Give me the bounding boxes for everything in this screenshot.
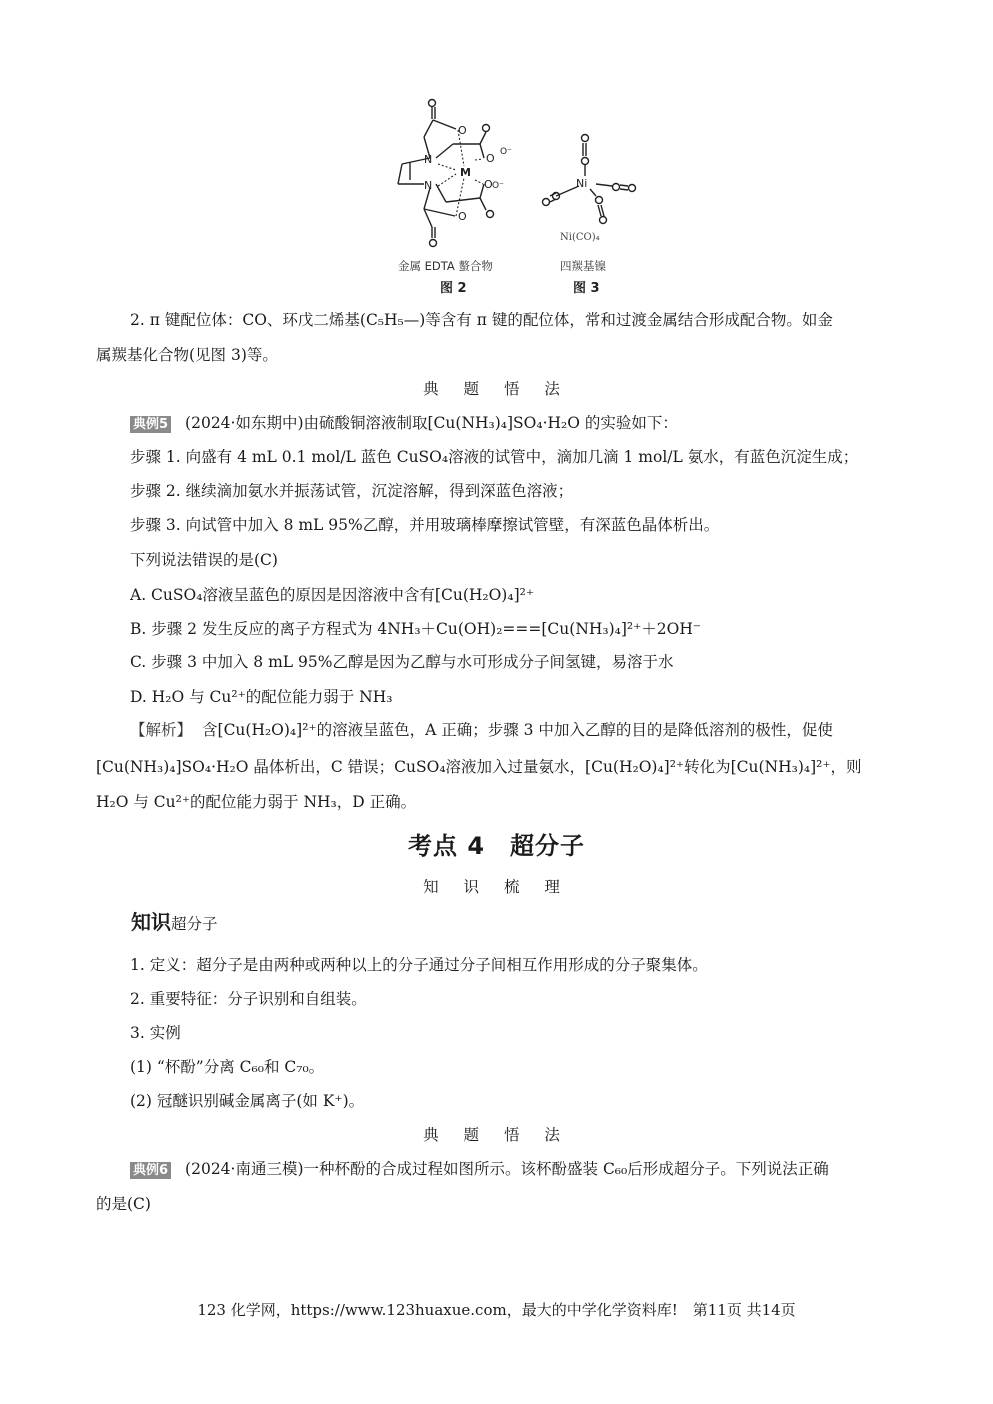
- chemical-structures-figure: [380, 92, 650, 302]
- knowledge-item2: 2. 重要特征：分子识别和自组装。: [130, 990, 367, 1008]
- svg-text:O⁻: O⁻: [500, 147, 512, 157]
- example6-tag: 典例6: [130, 1162, 171, 1179]
- svg-text:O: O: [484, 178, 493, 191]
- knowledge-item1: 1. 定义：超分子是由两种或两种以上的分子通过分子间相互作用形成的分子聚集体。: [130, 956, 708, 974]
- nickel-carbonyl-formula: Ni(CO)₄: [560, 232, 600, 243]
- example5-option-b: B. 步骤 2 发生反应的离子方程式为 4NH₃＋Cu(OH)₂===[Cu(NH₃)₄]²⁺＋2OH⁻: [130, 620, 702, 638]
- edta-atom-labels: [424, 124, 512, 223]
- nickel-carbonyl-structure: [543, 135, 636, 224]
- analysis-line2: [Cu(NH₃)₄]SO₄·H₂O 晶体析出，C 错误；CuSO₄溶液加入过量氨水，[Cu(H₂O)₄]²⁺转化为[Cu(NH₃)₄]²⁺，则: [96, 758, 862, 776]
- pi-ligand-line2: 属羰基化合物(见图 3)等。: [96, 346, 278, 364]
- example5-option-c: C. 步骤 3 中加入 8 mL 95%乙醇是因为乙醇与水可形成分子间氢键，易溶于水: [130, 653, 674, 671]
- section2-heading: 典 题 悟 法: [423, 1126, 570, 1144]
- metal-center-label: M: [460, 166, 471, 179]
- analysis-tag: 【解析】: [130, 721, 193, 739]
- page-footer: 123 化学网，https://www.123huaxue.com，最大的中学化学资料库! 第11页 共14页: [197, 1301, 796, 1319]
- knowledge-item3-2: (2) 冠醚识别碱金属离子(如 K⁺)。: [130, 1092, 365, 1110]
- figure2-label: 图 2: [440, 281, 467, 296]
- figure3-label: 图 3: [573, 281, 600, 296]
- knowledge-label-row: [131, 906, 218, 935]
- section-title: 考点 4 超分子: [407, 832, 586, 860]
- svg-text:O⁻: O⁻: [492, 181, 504, 191]
- knowledge-heading: 知 识 梳 理: [423, 878, 570, 896]
- knowledge-label: 知识: [131, 910, 171, 934]
- svg-text:N: N: [424, 153, 433, 166]
- knowledge-topic: 超分子: [171, 915, 218, 933]
- knowledge-item3-1: (1) “杯酚”分离 C₆₀和 C₇₀。: [130, 1058, 325, 1076]
- example5-intro-row: [130, 413, 678, 433]
- example5-question: 下列说法错误的是(C): [130, 551, 278, 569]
- figure3-caption: 四羰基镍: [560, 259, 606, 273]
- example5-tag: 典例5: [130, 416, 171, 433]
- nickel-atom-label: Ni: [576, 177, 588, 190]
- example6-line2: 的是(C): [96, 1195, 151, 1213]
- example6-line1: (2024·南通三模)一种杯酚的合成过程如图所示。该杯酚盛装 C₆₀后形成超分子。下列说法正确: [185, 1160, 829, 1178]
- svg-text:N: N: [424, 179, 433, 192]
- example5-step2: 步骤 2. 继续滴加氨水并振荡试管，沉淀溶解，得到深蓝色溶液；: [130, 482, 574, 500]
- example5-option-a: A. CuSO₄溶液呈蓝色的原因是因溶液中含有[Cu(H₂O)₄]²⁺: [130, 586, 535, 604]
- knowledge-item3: 3. 实例: [130, 1024, 181, 1042]
- section1-heading: 典 题 悟 法: [423, 380, 570, 398]
- example5-step1: 步骤 1. 向盛有 4 mL 0.1 mol/L 蓝色 CuSO₄溶液的试管中，滴加几滴 1 mol/L 氨水，有蓝色沉淀生成；: [130, 448, 859, 466]
- edta-chelate-structure: [398, 100, 494, 247]
- example5-intro: (2024·如东期中)由硫酸铜溶液制取[Cu(NH₃)₄]SO₄·H₂O 的实验如下：: [185, 414, 678, 432]
- svg-text:O: O: [458, 210, 467, 223]
- example5-analysis-row1: [130, 720, 833, 740]
- figure2-caption: 金属 EDTA 螯合物: [398, 259, 493, 273]
- svg-text:O: O: [458, 124, 467, 137]
- example5-option-d: D. H₂O 与 Cu²⁺的配位能力弱于 NH₃: [130, 688, 393, 706]
- svg-text:O: O: [486, 152, 495, 165]
- pi-ligand-line1: 2. π 键配位体：CO、环戊二烯基(C₅H₅—)等含有 π 键的配位体，常和过渡金属结合形成配合物。如金: [130, 311, 833, 329]
- analysis-line1: 含[Cu(H₂O)₄]²⁺的溶液呈蓝色，A 正确；步骤 3 中加入乙醇的目的是降低溶剂的极性，促使: [202, 721, 833, 739]
- example5-step3: 步骤 3. 向试管中加入 8 mL 95%乙醇，并用玻璃棒摩擦试管壁，有深蓝色晶体析出。: [130, 516, 720, 534]
- analysis-line3: H₂O 与 Cu²⁺的配位能力弱于 NH₃，D 正确。: [96, 793, 417, 811]
- example6-row1: [130, 1159, 829, 1179]
